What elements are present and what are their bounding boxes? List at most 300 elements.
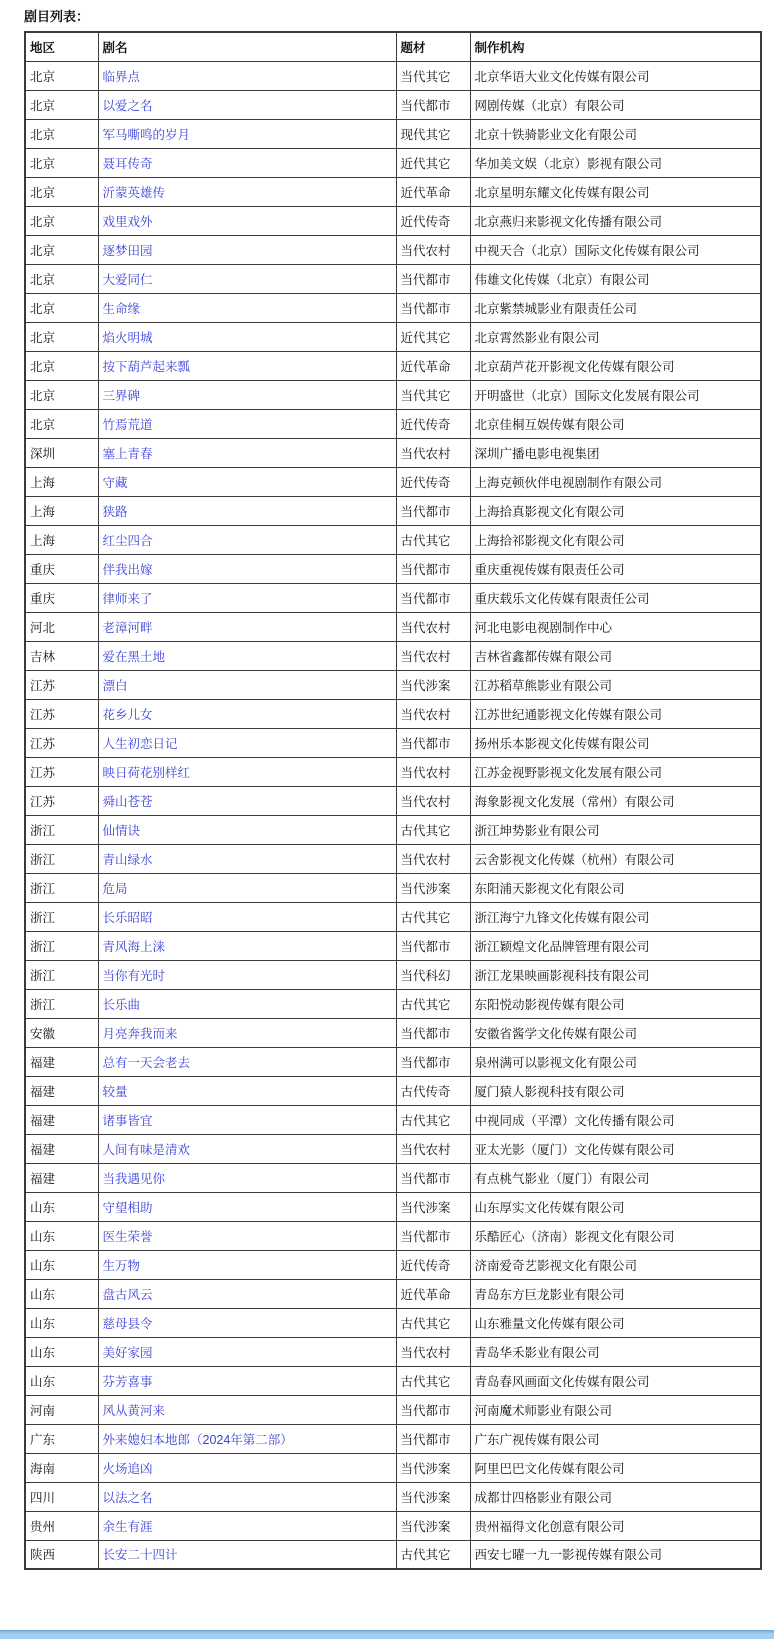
table-row <box>25 1308 761 1337</box>
region-cell: 江苏 <box>25 786 98 815</box>
drama-title-link[interactable]: 以爱之名 <box>102 98 153 113</box>
producer-cell: 西安七曜一九一影视传媒有限公司 <box>470 1540 761 1569</box>
drama-title-cell <box>98 554 396 583</box>
producer-cell: 中视同成（平潭）文化传播有限公司 <box>470 1105 761 1134</box>
producer-cell: 有点桃气影业（厦门）有限公司 <box>470 1163 761 1192</box>
genre-cell: 当代都市 <box>396 1163 470 1192</box>
table-row <box>25 873 761 902</box>
region-cell: 上海 <box>25 496 98 525</box>
drama-title-cell <box>98 235 396 264</box>
column-header: 地区 <box>25 32 98 61</box>
producer-cell: 广东广视传媒有限公司 <box>470 1424 761 1453</box>
table-row <box>25 728 761 757</box>
drama-title-link[interactable]: 映日荷花别样红 <box>102 765 191 780</box>
producer-cell: 重庆载乐文化传媒有限责任公司 <box>470 583 761 612</box>
genre-cell: 古代其它 <box>396 525 470 554</box>
drama-title-cell <box>98 1192 396 1221</box>
genre-cell: 古代其它 <box>396 1540 470 1569</box>
producer-cell: 北京霄然影业有限公司 <box>470 322 761 351</box>
drama-title-link[interactable]: 焰火明城 <box>102 330 153 345</box>
genre-cell: 近代其它 <box>396 148 470 177</box>
drama-title-cell <box>98 670 396 699</box>
genre-cell: 当代农村 <box>396 612 470 641</box>
drama-title-link[interactable]: 生命缘 <box>102 301 141 316</box>
drama-title-cell <box>98 641 396 670</box>
producer-cell: 江苏世纪通影视文化传媒有限公司 <box>470 699 761 728</box>
producer-cell: 扬州乐本影视文化传媒有限公司 <box>470 728 761 757</box>
genre-cell: 当代农村 <box>396 1134 470 1163</box>
drama-title-cell <box>98 1076 396 1105</box>
table-row <box>25 1511 761 1540</box>
drama-title-cell <box>98 177 396 206</box>
region-cell: 河北 <box>25 612 98 641</box>
region-cell: 北京 <box>25 409 98 438</box>
drama-title-link[interactable]: 军马嘶鸣的岁月 <box>102 127 191 142</box>
drama-title-cell <box>98 960 396 989</box>
table-row <box>25 960 761 989</box>
table-row <box>25 902 761 931</box>
drama-title-cell <box>98 61 396 90</box>
region-cell: 广东 <box>25 1424 98 1453</box>
producer-cell: 安徽省酱学文化传媒有限公司 <box>470 1018 761 1047</box>
table-row <box>25 1424 761 1453</box>
table-row <box>25 496 761 525</box>
producer-cell: 青岛春风画面文化传媒有限公司 <box>470 1366 761 1395</box>
genre-cell: 古代其它 <box>396 815 470 844</box>
producer-cell: 东阳悦动影视传媒有限公司 <box>470 989 761 1018</box>
table-row <box>25 1134 761 1163</box>
table-row <box>25 1337 761 1366</box>
region-cell: 江苏 <box>25 757 98 786</box>
table-row <box>25 583 761 612</box>
drama-title-link[interactable]: 大爱同仁 <box>102 272 153 287</box>
drama-title-cell <box>98 1221 396 1250</box>
drama-title-link[interactable]: 长乐昭昭 <box>102 910 153 925</box>
table-row <box>25 844 761 873</box>
genre-cell: 当代涉案 <box>396 1192 470 1221</box>
region-cell: 北京 <box>25 235 98 264</box>
drama-title-link[interactable]: 医生荣誉 <box>102 1229 153 1244</box>
drama-title-link[interactable]: 余生有涯 <box>102 1519 153 1534</box>
drama-title-link[interactable]: 按下葫芦起来瓢 <box>102 359 191 374</box>
horizontal-scrollbar[interactable] <box>0 1630 774 1639</box>
genre-cell: 现代其它 <box>396 119 470 148</box>
drama-title-link[interactable]: 总有一天会老去 <box>102 1055 191 1070</box>
producer-cell: 北京佳桐互娱传媒有限公司 <box>470 409 761 438</box>
region-cell: 陕西 <box>25 1540 98 1569</box>
region-cell: 重庆 <box>25 583 98 612</box>
genre-cell: 当代都市 <box>396 1018 470 1047</box>
producer-cell: 浙江海宁九锋文化传媒有限公司 <box>470 902 761 931</box>
producer-cell: 北京十铁骑影业文化有限公司 <box>470 119 761 148</box>
drama-title-cell <box>98 351 396 380</box>
region-cell: 北京 <box>25 90 98 119</box>
drama-title-cell <box>98 612 396 641</box>
producer-cell: 开明盛世（北京）国际文化发展有限公司 <box>470 380 761 409</box>
region-cell: 北京 <box>25 264 98 293</box>
producer-cell: 北京紫禁城影业有限责任公司 <box>470 293 761 322</box>
table-row <box>25 380 761 409</box>
drama-title-cell <box>98 1366 396 1395</box>
genre-cell: 当代都市 <box>396 1221 470 1250</box>
genre-cell: 近代革命 <box>396 177 470 206</box>
drama-title-cell <box>98 1308 396 1337</box>
drama-title-cell <box>98 1540 396 1569</box>
column-header: 制作机构 <box>470 32 761 61</box>
drama-title-cell <box>98 1018 396 1047</box>
producer-cell: 上海克顿伙伴电视剧制作有限公司 <box>470 467 761 496</box>
table-row <box>25 409 761 438</box>
region-cell: 福建 <box>25 1163 98 1192</box>
table-row <box>25 61 761 90</box>
producer-cell: 浙江颖煌文化品牌管理有限公司 <box>470 931 761 960</box>
drama-title-link[interactable]: 芬芳喜事 <box>102 1374 153 1389</box>
producer-cell: 山东厚实文化传媒有限公司 <box>470 1192 761 1221</box>
region-cell: 浙江 <box>25 960 98 989</box>
drama-title-link[interactable]: 美好家园 <box>102 1345 153 1360</box>
region-cell: 吉林 <box>25 641 98 670</box>
drama-title-link[interactable]: 仙情诀 <box>102 823 141 838</box>
region-cell: 浙江 <box>25 815 98 844</box>
table-row <box>25 1540 761 1569</box>
genre-cell: 当代农村 <box>396 699 470 728</box>
drama-title-link[interactable]: 沂蒙英雄传 <box>102 185 166 200</box>
drama-title-cell <box>98 1250 396 1279</box>
table-row <box>25 264 761 293</box>
region-cell: 河南 <box>25 1395 98 1424</box>
genre-cell: 当代都市 <box>396 728 470 757</box>
drama-title-link[interactable]: 长乐曲 <box>102 997 141 1012</box>
producer-cell: 亚太光影（厦门）文化传媒有限公司 <box>470 1134 761 1163</box>
drama-title-cell <box>98 902 396 931</box>
region-cell: 浙江 <box>25 902 98 931</box>
table-row <box>25 699 761 728</box>
genre-cell: 当代涉案 <box>396 1482 470 1511</box>
producer-cell: 吉林省鑫都传媒有限公司 <box>470 641 761 670</box>
producer-cell: 北京星明东耀文化传媒有限公司 <box>470 177 761 206</box>
genre-cell: 当代涉案 <box>396 1453 470 1482</box>
drama-title-link[interactable]: 临界点 <box>102 69 141 84</box>
region-cell: 北京 <box>25 380 98 409</box>
table-row <box>25 525 761 554</box>
table-row <box>25 1279 761 1308</box>
program-list-table <box>24 31 762 1570</box>
genre-cell: 当代农村 <box>396 438 470 467</box>
column-header: 剧名 <box>98 32 396 61</box>
table-row <box>25 1453 761 1482</box>
region-cell: 北京 <box>25 293 98 322</box>
producer-cell: 河南魔术师影业有限公司 <box>470 1395 761 1424</box>
region-cell: 浙江 <box>25 873 98 902</box>
drama-title-cell <box>98 264 396 293</box>
genre-cell: 当代科幻 <box>396 960 470 989</box>
producer-cell: 北京华语大业文化传媒有限公司 <box>470 61 761 90</box>
drama-title-link[interactable]: 律师来了 <box>102 591 153 606</box>
table-row <box>25 554 761 583</box>
producer-cell: 成都廿四格影业有限公司 <box>470 1482 761 1511</box>
drama-title-link[interactable]: 月亮奔我而来 <box>102 1026 178 1041</box>
column-header: 题材 <box>396 32 470 61</box>
table-row <box>25 177 761 206</box>
genre-cell: 当代农村 <box>396 235 470 264</box>
producer-cell: 泉州满可以影视文化有限公司 <box>470 1047 761 1076</box>
drama-title-cell <box>98 148 396 177</box>
genre-cell: 当代其它 <box>396 380 470 409</box>
table-row <box>25 351 761 380</box>
genre-cell: 当代涉案 <box>396 873 470 902</box>
table-row <box>25 931 761 960</box>
drama-title-link[interactable]: 盘古风云 <box>102 1287 153 1302</box>
region-cell: 江苏 <box>25 670 98 699</box>
genre-cell: 当代农村 <box>396 1337 470 1366</box>
drama-title-cell <box>98 1482 396 1511</box>
drama-title-link[interactable]: 外来媳妇本地郎（2024年第二部） <box>102 1432 293 1447</box>
drama-title-cell <box>98 322 396 351</box>
region-cell: 山东 <box>25 1337 98 1366</box>
drama-title-link[interactable]: 危局 <box>102 881 128 896</box>
drama-title-link[interactable]: 以法之名 <box>102 1490 153 1505</box>
genre-cell: 当代其它 <box>396 61 470 90</box>
drama-title-link[interactable]: 塞上青春 <box>102 446 153 461</box>
producer-cell: 云舍影视文化传媒（杭州）有限公司 <box>470 844 761 873</box>
producer-cell: 厦门猿人影视科技有限公司 <box>470 1076 761 1105</box>
producer-cell: 伟雄文化传媒（北京）有限公司 <box>470 264 761 293</box>
genre-cell: 当代农村 <box>396 757 470 786</box>
drama-title-cell <box>98 525 396 554</box>
table-row <box>25 1221 761 1250</box>
page-title: 剧目列表： <box>24 9 90 24</box>
table-row <box>25 612 761 641</box>
region-cell: 浙江 <box>25 989 98 1018</box>
table-row <box>25 1076 761 1105</box>
genre-cell: 当代都市 <box>396 1424 470 1453</box>
region-cell: 福建 <box>25 1047 98 1076</box>
producer-cell: 乐酷匠心（济南）影视文化有限公司 <box>470 1221 761 1250</box>
drama-title-link[interactable]: 三界碑 <box>102 388 141 403</box>
producer-cell: 阿里巴巴文化传媒有限公司 <box>470 1453 761 1482</box>
producer-cell: 重庆重视传媒有限责任公司 <box>470 554 761 583</box>
drama-title-link[interactable]: 人间有味是清欢 <box>102 1142 191 1157</box>
drama-title-link[interactable]: 较量 <box>102 1084 128 1099</box>
drama-title-cell <box>98 1279 396 1308</box>
drama-title-link[interactable]: 漂白 <box>102 678 128 693</box>
table-row <box>25 757 761 786</box>
table-row <box>25 1018 761 1047</box>
drama-title-link[interactable]: 生万物 <box>102 1258 141 1273</box>
region-cell: 重庆 <box>25 554 98 583</box>
table-row <box>25 206 761 235</box>
drama-title-cell <box>98 1424 396 1453</box>
table-row <box>25 119 761 148</box>
drama-title-cell <box>98 293 396 322</box>
genre-cell: 当代涉案 <box>396 670 470 699</box>
genre-cell: 古代其它 <box>396 989 470 1018</box>
drama-title-link[interactable]: 红尘四合 <box>102 533 153 548</box>
region-cell: 北京 <box>25 177 98 206</box>
drama-title-link[interactable]: 花乡儿女 <box>102 707 153 722</box>
drama-title-cell <box>98 844 396 873</box>
producer-cell: 东阳浦天影视文化有限公司 <box>470 873 761 902</box>
table-row <box>25 1250 761 1279</box>
table-row <box>25 786 761 815</box>
drama-title-link[interactable]: 长安二十四计 <box>102 1548 178 1563</box>
drama-title-link[interactable]: 聂耳传奇 <box>102 156 153 171</box>
drama-title-link[interactable]: 逐梦田园 <box>102 243 153 258</box>
producer-cell: 山东雅量文化传媒有限公司 <box>470 1308 761 1337</box>
table-row <box>25 815 761 844</box>
genre-cell: 近代传奇 <box>396 206 470 235</box>
region-cell: 山东 <box>25 1192 98 1221</box>
drama-title-link[interactable]: 当你有光时 <box>102 968 166 983</box>
genre-cell: 古代其它 <box>396 1105 470 1134</box>
drama-title-link[interactable]: 青山绿水 <box>102 852 153 867</box>
drama-title-cell <box>98 1511 396 1540</box>
drama-title-cell <box>98 119 396 148</box>
table-row <box>25 1163 761 1192</box>
drama-title-link[interactable]: 守望相助 <box>102 1200 153 1215</box>
drama-title-cell <box>98 989 396 1018</box>
drama-title-link[interactable]: 火场追凶 <box>102 1461 153 1476</box>
region-cell: 浙江 <box>25 844 98 873</box>
producer-cell: 青岛东方巨龙影业有限公司 <box>470 1279 761 1308</box>
drama-title-link[interactable]: 当我遇见你 <box>102 1171 166 1186</box>
region-cell: 深圳 <box>25 438 98 467</box>
drama-title-cell <box>98 496 396 525</box>
drama-title-link[interactable]: 戏里戏外 <box>102 214 153 229</box>
drama-title-cell <box>98 699 396 728</box>
producer-cell: 中视天合（北京）国际文化传媒有限公司 <box>470 235 761 264</box>
producer-cell: 海象影视文化发展（常州）有限公司 <box>470 786 761 815</box>
drama-title-link[interactable]: 狭路 <box>102 504 128 519</box>
genre-cell: 当代都市 <box>396 1395 470 1424</box>
drama-title-link[interactable]: 伴我出嫁 <box>102 562 153 577</box>
producer-cell: 河北电影电视剧制作中心 <box>470 612 761 641</box>
producer-cell: 北京葫芦花开影视文化传媒有限公司 <box>470 351 761 380</box>
region-cell: 福建 <box>25 1105 98 1134</box>
drama-title-cell <box>98 1395 396 1424</box>
region-cell: 江苏 <box>25 728 98 757</box>
drama-title-cell <box>98 1163 396 1192</box>
producer-cell: 济南爱奇艺影视文化有限公司 <box>470 1250 761 1279</box>
genre-cell: 当代都市 <box>396 264 470 293</box>
drama-title-cell <box>98 467 396 496</box>
producer-cell: 深圳广播电影电视集团 <box>470 438 761 467</box>
drama-title-link[interactable]: 守藏 <box>102 475 128 490</box>
genre-cell: 当代都市 <box>396 554 470 583</box>
region-cell: 山东 <box>25 1308 98 1337</box>
drama-title-link[interactable]: 人生初恋日记 <box>102 736 178 751</box>
genre-cell: 古代传奇 <box>396 1076 470 1105</box>
producer-cell: 贵州福得文化创意有限公司 <box>470 1511 761 1540</box>
region-cell: 四川 <box>25 1482 98 1511</box>
table-row <box>25 1105 761 1134</box>
drama-title-cell <box>98 1337 396 1366</box>
table-row <box>25 1192 761 1221</box>
genre-cell: 近代革命 <box>396 1279 470 1308</box>
region-cell: 北京 <box>25 61 98 90</box>
region-cell: 北京 <box>25 206 98 235</box>
genre-cell: 近代传奇 <box>396 1250 470 1279</box>
producer-cell: 北京燕归来影视文化传播有限公司 <box>470 206 761 235</box>
producer-cell: 青岛华禾影业有限公司 <box>470 1337 761 1366</box>
producer-cell: 江苏稻草熊影业有限公司 <box>470 670 761 699</box>
drama-title-cell <box>98 1453 396 1482</box>
drama-title-link[interactable]: 老漳河畔 <box>102 620 153 635</box>
region-cell: 江苏 <box>25 699 98 728</box>
table-row <box>25 989 761 1018</box>
producer-cell: 江苏金视野影视文化发展有限公司 <box>470 757 761 786</box>
drama-title-link[interactable]: 风从黄河来 <box>102 1403 166 1418</box>
table-row <box>25 1482 761 1511</box>
genre-cell: 古代其它 <box>396 902 470 931</box>
genre-cell: 当代农村 <box>396 786 470 815</box>
drama-title-link[interactable]: 竹焉荒道 <box>102 417 153 432</box>
genre-cell: 当代都市 <box>396 1047 470 1076</box>
drama-title-link[interactable]: 舜山苍苍 <box>102 794 153 809</box>
drama-title-cell <box>98 1047 396 1076</box>
genre-cell: 当代都市 <box>396 496 470 525</box>
drama-title-cell <box>98 786 396 815</box>
table-row <box>25 1047 761 1076</box>
producer-cell: 华加美文娱（北京）影视有限公司 <box>470 148 761 177</box>
drama-title-link[interactable]: 青风海上涞 <box>102 939 166 954</box>
region-cell: 福建 <box>25 1134 98 1163</box>
producer-cell: 浙江坤势影业有限公司 <box>470 815 761 844</box>
drama-title-cell <box>98 206 396 235</box>
region-cell: 上海 <box>25 525 98 554</box>
table-row <box>25 235 761 264</box>
region-cell: 贵州 <box>25 1511 98 1540</box>
region-cell: 海南 <box>25 1453 98 1482</box>
table-row <box>25 467 761 496</box>
region-cell: 北京 <box>25 351 98 380</box>
producer-cell: 浙江龙果映画影视科技有限公司 <box>470 960 761 989</box>
drama-title-cell <box>98 438 396 467</box>
table-header-row <box>25 32 761 61</box>
region-cell: 浙江 <box>25 931 98 960</box>
drama-title-cell <box>98 1134 396 1163</box>
region-cell: 上海 <box>25 467 98 496</box>
table-row <box>25 90 761 119</box>
genre-cell: 古代其它 <box>396 1366 470 1395</box>
genre-cell: 当代农村 <box>396 844 470 873</box>
table-row <box>25 1395 761 1424</box>
producer-cell: 上海拾祁影视文化有限公司 <box>470 525 761 554</box>
producer-cell: 网剧传媒（北京）有限公司 <box>470 90 761 119</box>
genre-cell: 当代都市 <box>396 583 470 612</box>
drama-title-cell <box>98 583 396 612</box>
drama-title-link[interactable]: 爱在黑土地 <box>102 649 166 664</box>
genre-cell: 当代农村 <box>396 641 470 670</box>
drama-title-link[interactable]: 慈母县令 <box>102 1316 153 1331</box>
region-cell: 山东 <box>25 1279 98 1308</box>
drama-title-cell <box>98 1105 396 1134</box>
drama-title-cell <box>98 728 396 757</box>
region-cell: 山东 <box>25 1250 98 1279</box>
table-row <box>25 1366 761 1395</box>
producer-cell: 上海拾真影视文化有限公司 <box>470 496 761 525</box>
region-cell: 北京 <box>25 322 98 351</box>
region-cell: 北京 <box>25 148 98 177</box>
drama-title-link[interactable]: 诸事皆宜 <box>102 1113 153 1128</box>
table-row <box>25 438 761 467</box>
table-row <box>25 670 761 699</box>
drama-title-cell <box>98 757 396 786</box>
table-row <box>25 148 761 177</box>
genre-cell: 当代都市 <box>396 90 470 119</box>
table-row <box>25 293 761 322</box>
region-cell: 福建 <box>25 1076 98 1105</box>
